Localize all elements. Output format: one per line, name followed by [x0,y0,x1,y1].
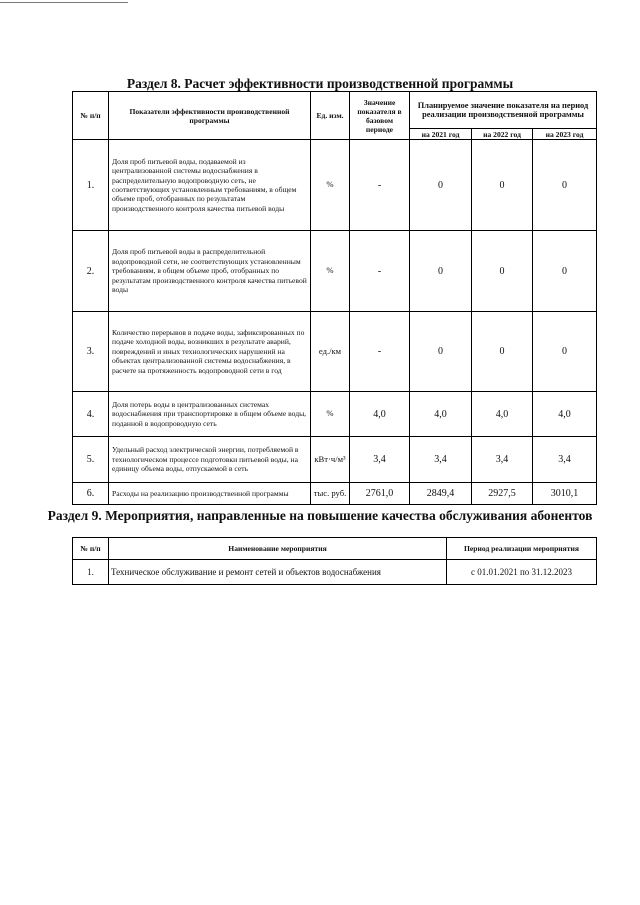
table-row [73,483,597,505]
row-2023-value: 0 [533,140,597,231]
row-indicator: Доля проб питьевой воды в распределительной водопроводной сети, не соответствующих установленным требованиям, в общем объеме проб, отобранных по результатам производственного контроля качества питьевой воды [109,231,311,312]
row-2023-value: 4,0 [533,392,597,437]
row-num: 1. [73,560,109,585]
row-2022-value: 3,4 [472,437,533,483]
row-measure-name: Техническое обслуживание и ремонт сетей и объектов водоснабжения [109,560,447,585]
row-2023-value: 3010,1 [533,483,597,505]
row-num: 2. [73,231,109,312]
col-base-header: Значение показателя в базовом периоде [350,92,410,140]
col-num-header: № п/п [73,538,109,560]
row-2021-value: 2849,4 [410,483,472,505]
row-unit: ед./км [311,312,350,392]
row-2021-value: 4,0 [410,392,472,437]
col-2021-header: на 2021 год [410,129,472,140]
row-num: 3. [73,312,109,392]
col-2023-header: на 2023 год [533,129,597,140]
table-row [73,312,597,392]
row-2022-value: 0 [472,140,533,231]
col-period-header: Период реализации мероприятия [447,538,597,560]
row-2021-value: 0 [410,140,472,231]
col-planned-header: Планируемое значение показателя на период реализации производственной программы [410,92,597,129]
col-2022-header: на 2022 год [472,129,533,140]
row-base-value: - [350,140,410,231]
row-2022-value: 0 [472,231,533,312]
row-2021-value: 0 [410,312,472,392]
row-unit: % [311,392,350,437]
row-2023-value: 3,4 [533,437,597,483]
row-2022-value: 2927,5 [472,483,533,505]
row-2021-value: 0 [410,231,472,312]
col-name-header: Наименование мероприятия [109,538,447,560]
row-indicator: Доля проб питьевой воды, подаваемой из централизованной системы водоснабжения в распределительную водопроводную сеть, не соответствующих установленным требованиям, в общем объеме проб, отобранных по результатам производственного контроля качества питьевой воды [109,140,311,231]
section9-title: Раздел 9. Мероприятия, направленные на повышение качества обслуживания абонентов [47,508,593,523]
row-indicator: Количество перерывов в подаче воды, зафиксированных по подаче холодной воды, возникших в результате аварий, повреждений и иных технологических нарушений на объектах централизованной системы водоснабжения, в расчете на протяженность водопроводной сети в год [109,312,311,392]
efficiency-table [72,91,597,505]
row-2022-value: 0 [472,312,533,392]
row-unit: % [311,140,350,231]
col-num-header: № п/п [73,92,109,140]
row-2023-value: 0 [533,231,597,312]
table-row [73,560,597,585]
table-row [73,392,597,437]
row-base-value: 2761,0 [350,483,410,505]
section8-title: Раздел 8. Расчет эффективности производственной программы [126,76,514,91]
row-2023-value: 0 [533,312,597,392]
row-base-value: - [350,231,410,312]
row-num: 6. [73,483,109,505]
row-unit: кВт·ч/м³ [311,437,350,483]
row-2022-value: 4,0 [472,392,533,437]
table-row [73,140,597,231]
row-unit: % [311,231,350,312]
row-period: с 01.01.2021 по 31.12.2023 [447,560,597,585]
row-indicator: Удельный расход электрической энергии, потребляемой в технологическом процессе подготовки питьевой воды, на единицу объема воды, отпускаемой в сеть [109,437,311,483]
row-num: 5. [73,437,109,483]
row-2021-value: 3,4 [410,437,472,483]
row-unit: тыс. руб. [311,483,350,505]
table-row [73,437,597,483]
row-base-value: - [350,312,410,392]
table-row [73,231,597,312]
row-num: 1. [73,140,109,231]
measures-table [72,537,597,585]
row-num: 4. [73,392,109,437]
col-unit-header: Ед. изм. [311,92,350,140]
row-indicator: Расходы на реализацию производственной программы [109,483,311,505]
row-base-value: 4,0 [350,392,410,437]
col-indicator-header: Показатели эффективности производственной программы [109,92,311,140]
row-base-value: 3,4 [350,437,410,483]
top-rule [0,2,128,3]
row-indicator: Доля потерь воды в централизованных системах водоснабжения при транспортировке в общем объеме воды, поданной в водопроводную сеть [109,392,311,437]
